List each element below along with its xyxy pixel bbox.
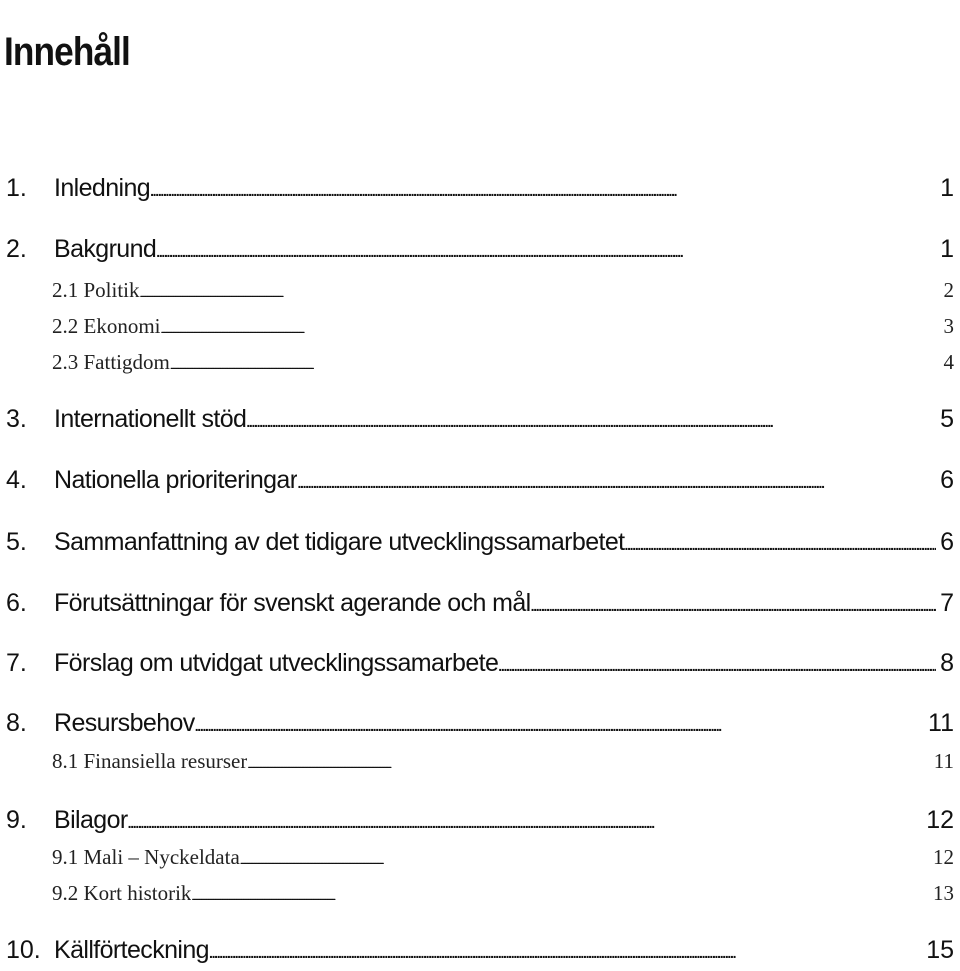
- dot-leader: [195, 718, 924, 734]
- toc-entry-number: 1.: [6, 174, 27, 202]
- toc-entry-label: Förutsättningar för svenskt agerande och mål: [54, 589, 531, 617]
- toc-subentry-mali-nyckeldata[interactable]: [0, 845, 960, 875]
- toc-entry-page: 6: [940, 466, 954, 494]
- dot-leader: [209, 945, 922, 961]
- toc-entry-label: 8.1 Finansiella resurser: [52, 749, 248, 773]
- toc-entry-page: 12: [933, 845, 954, 869]
- toc-entry-label: Internationellt stöd: [54, 405, 247, 433]
- toc-entry-label: Inledning: [54, 174, 151, 202]
- dot-leader: [128, 815, 923, 831]
- toc-entry-label: Sammanfattning av det tidigare utvecklingssamarbetet: [54, 528, 625, 556]
- dot-leader: [297, 475, 936, 491]
- toc-entry-page: 13: [933, 881, 954, 905]
- toc-entry-page: 5: [940, 405, 954, 433]
- toc-entry-label: Förslag om utvidgat utvecklingssamarbete: [54, 649, 499, 677]
- toc-entry-forutsattningar[interactable]: [0, 589, 960, 623]
- toc-entry-number: 9.: [6, 806, 27, 834]
- dot-leader: [140, 288, 940, 300]
- dot-leader: [625, 537, 937, 553]
- toc-subentry-ekonomi[interactable]: [0, 314, 960, 344]
- toc-entry-label: Källförteckning: [54, 936, 209, 964]
- toc-entry-page: 4: [943, 350, 954, 374]
- page-title: Innehåll: [4, 29, 130, 74]
- toc-entry-forslag[interactable]: [0, 649, 960, 683]
- toc-entry-sammanfattning[interactable]: [0, 528, 960, 562]
- toc-entry-kallforteckning[interactable]: [0, 936, 960, 970]
- toc-entry-page: 15: [926, 936, 954, 964]
- toc-entry-label: 2.2 Ekonomi: [52, 314, 161, 338]
- toc-subentry-fattigdom[interactable]: [0, 350, 960, 380]
- dot-leader: [246, 414, 936, 430]
- toc-entry-page: 6: [940, 528, 954, 556]
- toc-entry-internationellt-stod[interactable]: [0, 405, 960, 439]
- dot-leader: [191, 891, 929, 903]
- toc-subentry-kort-historik[interactable]: [0, 881, 960, 911]
- toc-entry-label: Resursbehov: [54, 709, 195, 737]
- dot-leader: [240, 855, 929, 867]
- dot-leader: [156, 244, 936, 260]
- toc-entry-label: 9.1 Mali – Nyckeldata: [52, 845, 240, 869]
- toc-entry-page: 11: [933, 749, 954, 773]
- dot-leader: [247, 759, 929, 771]
- toc-entry-number: 7.: [6, 649, 27, 677]
- toc-entry-page: 11: [928, 709, 954, 737]
- dot-leader: [498, 658, 936, 674]
- dot-leader: [170, 360, 940, 372]
- dot-leader: [531, 598, 936, 614]
- toc-entry-label: Bilagor: [54, 806, 128, 834]
- toc-entry-number: 5.: [6, 528, 27, 556]
- toc-entry-page: 8: [940, 649, 954, 677]
- toc-entry-bilagor[interactable]: [0, 806, 960, 840]
- toc-entry-label: 2.1 Politik: [52, 278, 140, 302]
- toc-entry-number: 3.: [6, 405, 27, 433]
- toc-entry-page: 1: [940, 174, 954, 202]
- toc-entry-page: 12: [926, 806, 954, 834]
- toc-entry-number: 6.: [6, 589, 27, 617]
- dot-leader: [150, 183, 936, 199]
- toc-entry-label: 9.2 Kort historik: [52, 881, 192, 905]
- toc-entry-label: 2.3 Fattigdom: [52, 350, 170, 374]
- toc-entry-number: 4.: [6, 466, 27, 494]
- toc-entry-label: Bakgrund: [54, 235, 157, 263]
- toc-entry-resursbehov[interactable]: [0, 709, 960, 743]
- toc-entry-nationella-prioriteringar[interactable]: [0, 466, 960, 500]
- toc-entry-number: 8.: [6, 709, 27, 737]
- toc-entry-label: Nationella prioriteringar: [54, 466, 298, 494]
- toc-subentry-finansiella-resurser[interactable]: [0, 749, 960, 779]
- toc-entry-number: 2.: [6, 235, 27, 263]
- toc-entry-bakgrund[interactable]: [0, 235, 960, 269]
- toc-entry-number: 10.: [6, 936, 41, 964]
- toc-entry-page: 3: [943, 314, 954, 338]
- toc-entry-page: 1: [940, 235, 954, 263]
- toc-subentry-politik[interactable]: [0, 278, 960, 308]
- toc-entry-inledning[interactable]: [0, 174, 960, 208]
- toc-entry-page: 7: [940, 589, 954, 617]
- toc-entry-page: 2: [943, 278, 954, 302]
- dot-leader: [161, 324, 940, 336]
